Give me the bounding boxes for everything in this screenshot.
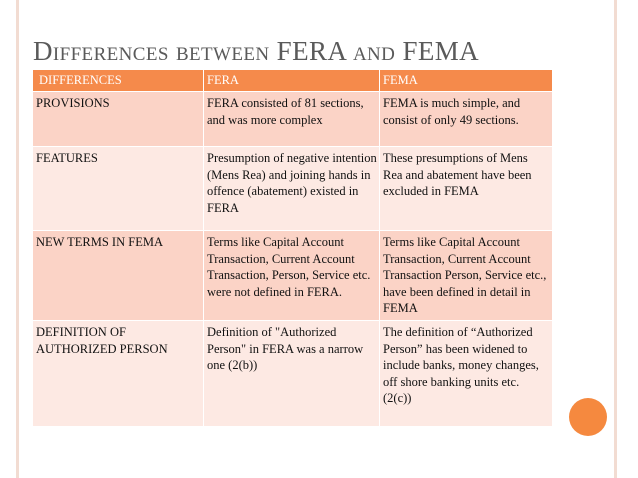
- fema-cell: FEMA is much simple, and consist of only 49 sections.: [380, 92, 553, 147]
- fera-cell: Presumption of negative intention (Mens Rea) and joining hands in offence (abatement) existed in FERA: [204, 147, 380, 231]
- decorative-circle: [569, 398, 607, 436]
- header-differences: DIFFERENCES: [33, 70, 204, 92]
- table-row: [33, 320, 553, 426]
- fema-cell: These presumptions of Mens Rea and abatement have been excluded in FEMA: [380, 147, 553, 231]
- row-label: DEFINITION OF AUTHORIZED PERSON: [33, 320, 204, 426]
- row-label: NEW TERMS IN FEMA: [33, 231, 204, 321]
- table-row: [33, 147, 553, 231]
- slide-title: Differences between FERA and FEMA: [33, 36, 480, 66]
- slide-left-border: [16, 0, 19, 478]
- header-fema: FEMA: [380, 70, 553, 92]
- header-fera: FERA: [204, 70, 380, 92]
- table-header-row: [33, 70, 553, 92]
- fema-cell: The definition of “Authorized Person” has been widened to include banks, money changes, off shore banking units etc. (2(c)): [380, 320, 553, 426]
- comparison-table: [32, 69, 553, 427]
- row-label: PROVISIONS: [33, 92, 204, 147]
- fera-cell: FERA consisted of 81 sections, and was more complex: [204, 92, 380, 147]
- table-row: [33, 231, 553, 321]
- fema-cell: Terms like Capital Account Transaction, Current Account Transaction Person, Service etc., have been defined in detail in FEMA: [380, 231, 553, 321]
- row-label: FEATURES: [33, 147, 204, 231]
- fera-cell: Terms like Capital Account Transaction, Current Account Transaction, Person, Service etc. were not defined in FERA.: [204, 231, 380, 321]
- slide-right-border: [614, 0, 617, 478]
- fera-cell: Definition of "Authorized Person" in FERA was a narrow one (2(b)): [204, 320, 380, 426]
- table-row: [33, 92, 553, 147]
